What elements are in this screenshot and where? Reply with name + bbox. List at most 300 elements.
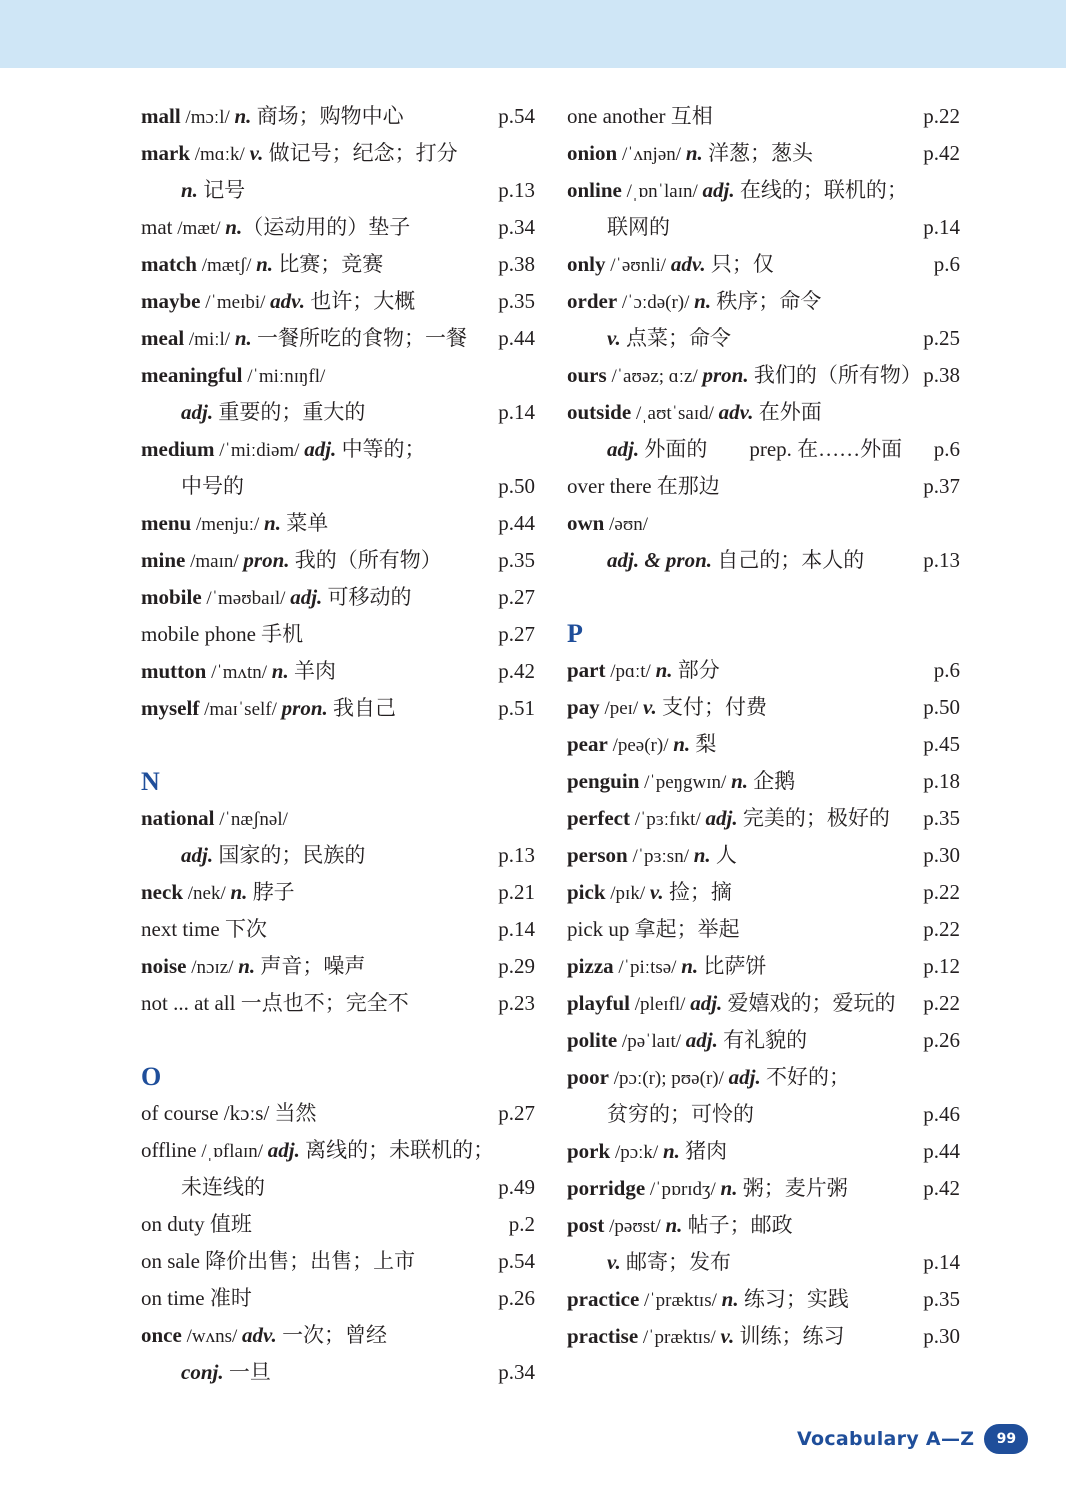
page-reference: p.14 [498, 400, 535, 424]
page-reference: p.35 [498, 289, 535, 313]
entry-text [141, 579, 412, 617]
entry-row [567, 135, 960, 172]
entry-row [141, 1243, 535, 1280]
entry-continuation [141, 394, 535, 431]
entry-row [141, 616, 535, 653]
definition: 离线的；未联机的； [299, 1138, 495, 1162]
part-of-speech: n. [721, 1287, 739, 1311]
definition: 秩序；命令 [711, 289, 822, 313]
page-reference: p.30 [923, 843, 960, 867]
definition: 一次；曾经 [276, 1323, 388, 1347]
page-reference: p.2 [508, 1212, 535, 1236]
page-reference: p.26 [498, 1286, 535, 1310]
plain-text: one another 互相 [567, 104, 713, 128]
definition: 洋葱；葱头 [702, 141, 813, 165]
phonetic: /ˈəʊnli/ [605, 255, 671, 276]
plain-text: on duty 值班 [141, 1212, 252, 1236]
phonetic: /pəʊst/ [604, 1216, 666, 1237]
definition: 在外面 [753, 400, 822, 424]
phonetic: /ˌɒnˈlaɪn/ [621, 181, 703, 202]
definition: 一旦 [223, 1360, 271, 1384]
entry-continuation [567, 431, 960, 468]
entry-row [141, 1095, 535, 1132]
page-reference: p.23 [498, 991, 535, 1015]
part-of-speech: n. [238, 954, 256, 978]
page-reference: p.38 [923, 363, 960, 387]
phonetic: /əʊn/ [604, 514, 649, 535]
entry-text [567, 1133, 727, 1171]
headword: mutton [141, 659, 207, 683]
entry-text [567, 468, 720, 505]
headword: meal [141, 326, 185, 350]
entry-row [567, 283, 960, 320]
entry-text [141, 320, 467, 358]
phonetic: /pleɪfl/ [630, 994, 691, 1015]
part-of-speech: v. [607, 1250, 621, 1274]
definition: 自己的；本人的 [712, 548, 865, 572]
entry-text [141, 542, 442, 580]
phonetic: /pɔː(r); pʊə(r)/ [609, 1068, 729, 1089]
definition: 邮寄；发布 [620, 1250, 732, 1274]
part-of-speech: adj. [181, 843, 214, 867]
entry-text [567, 948, 766, 986]
headword: myself [141, 696, 200, 720]
part-of-speech: n. [256, 252, 274, 276]
headword: post [567, 1213, 605, 1237]
entry-text [567, 763, 795, 801]
entry-text [567, 1022, 807, 1060]
entry-text [567, 172, 908, 210]
entry-continuation [141, 468, 535, 505]
entry-text [567, 394, 822, 432]
definition: 企鹅 [748, 769, 796, 793]
headword: onion [567, 141, 618, 165]
headword: porridge [567, 1176, 646, 1200]
entry-row [141, 874, 535, 911]
page-reference: p.50 [923, 695, 960, 719]
phonetic: /pɑːt/ [605, 661, 656, 682]
page-footer [797, 1421, 1028, 1457]
entry-text [141, 1243, 415, 1280]
headword: pear [567, 732, 608, 756]
phonetic: /pɔːk/ [610, 1142, 663, 1163]
entry-text [141, 985, 409, 1022]
entry-row [567, 800, 960, 837]
part-of-speech: adj. [690, 991, 723, 1015]
entry-text [567, 985, 896, 1023]
entry-text [141, 283, 415, 321]
part-of-speech: pron. [702, 363, 749, 387]
headword: pizza [567, 954, 614, 978]
page-reference: p.12 [923, 954, 960, 978]
entry-text [567, 98, 713, 135]
phonetic: /mæt/ [172, 218, 226, 239]
entry-text [141, 948, 365, 986]
entry-continuation [141, 1354, 535, 1391]
headword: noise [141, 954, 187, 978]
entry-row [567, 726, 960, 763]
entry-text [141, 837, 365, 874]
phonetic: /mɔːl/ [180, 107, 235, 128]
phonetic: /ˈpræktɪs/ [639, 1290, 722, 1311]
page-reference: p.27 [498, 1101, 535, 1125]
entry-row [567, 911, 960, 948]
part-of-speech: adj. [685, 1028, 718, 1052]
letter-heading: P [567, 619, 583, 648]
definition: 我的（所有物） [289, 548, 442, 572]
entry-row [141, 98, 535, 135]
page-reference: p.6 [933, 252, 960, 276]
entry-text [141, 505, 328, 543]
definition: （运动用的）垫子 [242, 215, 411, 239]
definition: 捡；摘 [663, 880, 732, 904]
entry-text [567, 1170, 848, 1208]
plain-text: over there 在那边 [567, 474, 720, 498]
phonetic: /mɑːk/ [190, 144, 250, 165]
footer-title: Vocabulary A—Z [797, 1428, 975, 1450]
definition: 声音；噪声 [255, 954, 366, 978]
entry-row [567, 1281, 960, 1318]
entry-text [141, 431, 426, 469]
entry-text [567, 837, 737, 875]
plain-text: not ... at all 一点也不；完全不 [141, 991, 409, 1015]
entry-row [567, 763, 960, 800]
entry-row [141, 209, 535, 246]
phonetic: /ˌɒflaɪn/ [196, 1141, 268, 1162]
headword: pick [567, 880, 606, 904]
entry-text [567, 283, 821, 321]
entry-text [141, 246, 383, 284]
entry-row [567, 1318, 960, 1355]
entry-text [141, 209, 410, 247]
phonetic: /maɪn/ [185, 551, 244, 572]
headword: national [141, 806, 215, 830]
entry-row [567, 172, 960, 209]
part-of-speech: n. [693, 843, 711, 867]
plain-text: pick up 拿起；举起 [567, 917, 740, 941]
entry-text [141, 1095, 317, 1132]
definition: 点菜；命令 [620, 326, 732, 350]
entry-text [141, 1317, 387, 1355]
part-of-speech: n. [655, 658, 673, 682]
part-of-speech: n. [234, 326, 252, 350]
page-reference: p.34 [498, 215, 535, 239]
entry-row [141, 948, 535, 985]
definition: 菜单 [280, 511, 329, 535]
entry-text [567, 874, 732, 912]
part-of-speech: n. [181, 178, 198, 202]
page-reference: p.54 [498, 1249, 535, 1273]
entry-row [567, 1022, 960, 1059]
headword: practise [567, 1324, 639, 1348]
part-of-speech: adj. [267, 1138, 300, 1162]
entry-text [567, 911, 740, 948]
headword: person [567, 843, 628, 867]
part-of-speech: adv. [242, 1323, 277, 1347]
phonetic: /ˈmʌtn/ [206, 662, 272, 683]
phonetic: /pɪk/ [605, 883, 650, 904]
definition: 中等的； [336, 437, 426, 461]
entry-row [141, 800, 535, 837]
phonetic: /ˈpɒrɪdʒ/ [645, 1179, 721, 1200]
entry-row [141, 135, 535, 172]
entry-text [567, 357, 922, 395]
definition: 记号 [197, 178, 246, 202]
part-of-speech: n. [234, 104, 252, 128]
entry-continuation [141, 837, 535, 874]
entry-row [567, 394, 960, 431]
entry-row [567, 689, 960, 726]
page-reference: p.35 [498, 548, 535, 572]
phonetic: /maɪˈself/ [199, 699, 282, 720]
page-reference: p.34 [498, 1360, 535, 1384]
definition: 一餐所吃的食物；一餐 [251, 326, 468, 350]
entry-row [141, 283, 535, 320]
entry-row [567, 985, 960, 1022]
entry-text [141, 1354, 271, 1391]
headword: own [567, 511, 605, 535]
page-reference: p.44 [923, 1139, 960, 1163]
definition: 练习；实践 [738, 1287, 849, 1311]
part-of-speech: n. [720, 1176, 738, 1200]
definition: 帖子；邮政 [682, 1213, 793, 1237]
entry-row [141, 357, 535, 394]
entry-text [567, 1059, 850, 1097]
page-reference: p.13 [498, 178, 535, 202]
definition: 猪肉 [679, 1139, 728, 1163]
headword: once [141, 1323, 182, 1347]
entry-text [567, 652, 720, 690]
phonetic: /ˈpɜːfɪkt/ [629, 809, 706, 830]
page-reference: p.14 [923, 1250, 960, 1274]
definition: 国家的；民族的 [213, 843, 366, 867]
definition: 我们的（所有物） [748, 363, 922, 387]
phonetic: /wʌns/ [181, 1326, 243, 1347]
page-reference: p.22 [923, 880, 960, 904]
section-gap [567, 579, 960, 615]
page-reference: p.37 [923, 474, 960, 498]
page-reference: p.50 [498, 474, 535, 498]
phonetic: /ˈpɜːsn/ [627, 846, 694, 867]
phonetic: /ˈpræktɪs/ [638, 1327, 721, 1348]
entry-row [141, 985, 535, 1022]
phonetic: /nek/ [183, 883, 231, 904]
part-of-speech: n. [264, 511, 281, 535]
entry-row [567, 948, 960, 985]
entry-text [141, 394, 365, 431]
vocab-column-right [567, 98, 960, 1355]
part-of-speech: n. [673, 732, 691, 756]
entry-text [141, 1169, 265, 1206]
entry-row [141, 431, 535, 468]
page-reference: p.6 [933, 658, 960, 682]
definition: 商场；购物中心 [251, 104, 404, 128]
entry-continuation [141, 1169, 535, 1206]
page-reference: p.27 [498, 622, 535, 646]
section-gap [141, 1022, 535, 1058]
definition: 爱嬉戏的；爱玩的 [722, 991, 896, 1015]
plain-text: mat [141, 215, 173, 239]
headword: playful [567, 991, 631, 1015]
phonetic: /pəˈlaɪt/ [617, 1031, 686, 1052]
definition: 做记号；纪念；打分 [263, 141, 458, 165]
page-reference: p.22 [923, 991, 960, 1015]
definition: 梨 [690, 732, 717, 756]
entry-row [567, 1133, 960, 1170]
entry-row [141, 1206, 535, 1243]
phonetic: /peɪ/ [599, 698, 643, 719]
entry-text [567, 689, 767, 727]
part-of-speech: v. [642, 695, 657, 719]
phonetic: /ˈmiːdiəm/ [214, 440, 305, 461]
headword: online [567, 178, 622, 202]
entry-row [567, 246, 960, 283]
phonetic: /ˌaʊtˈsaɪd/ [631, 403, 719, 424]
headword: medium [141, 437, 215, 461]
definition: 比萨饼 [698, 954, 767, 978]
phonetic: /peə(r)/ [607, 735, 674, 756]
page-reference: p.49 [498, 1175, 535, 1199]
entry-row [567, 1059, 960, 1096]
part-of-speech: adj. [702, 178, 735, 202]
part-of-speech: adv. [270, 289, 305, 313]
page-reference: p.29 [498, 954, 535, 978]
plain-text: on sale 降价出售；出售；上市 [141, 1249, 416, 1273]
entry-text [141, 172, 245, 209]
entry-continuation [567, 320, 960, 357]
part-of-speech: n. [681, 954, 699, 978]
headword: ours [567, 363, 607, 387]
definition: 未连线的 [181, 1175, 265, 1199]
phonetic: /ˈpeŋgwɪn/ [639, 772, 732, 793]
page-reference: p.18 [923, 769, 960, 793]
page-reference: p.22 [923, 104, 960, 128]
part-of-speech: n. [662, 1139, 680, 1163]
definition: 完美的；极好的 [737, 806, 890, 830]
definition: 人 [710, 843, 737, 867]
entry-text [567, 1281, 849, 1319]
entry-text [141, 1280, 252, 1317]
part-of-speech: n. [230, 880, 248, 904]
part-of-speech: pron. [281, 696, 328, 720]
page-reference: p.38 [498, 252, 535, 276]
entry-text [141, 1132, 494, 1170]
entry-row [141, 542, 535, 579]
headword: penguin [567, 769, 640, 793]
page-reference: p.54 [498, 104, 535, 128]
entry-row [567, 357, 960, 394]
headword: mine [141, 548, 186, 572]
entry-text [141, 98, 404, 136]
headword: mall [141, 104, 181, 128]
headword: meaningful [141, 363, 243, 387]
part-of-speech: adj. [290, 585, 323, 609]
entry-text [141, 874, 295, 912]
entry-row [141, 320, 535, 357]
phonetic: /ˈpiːtsə/ [613, 957, 682, 978]
definition: 粥；麦片粥 [737, 1176, 848, 1200]
phonetic: /mætʃ/ [197, 255, 257, 276]
headword: maybe [141, 289, 201, 313]
plain-text: offline [141, 1138, 197, 1162]
part-of-speech: n. [271, 659, 289, 683]
headword: menu [141, 511, 192, 535]
plain-text: of course /kɔːs/ 当然 [141, 1101, 317, 1125]
definition: 训练；练习 [734, 1324, 845, 1348]
definition: 我自己 [327, 696, 396, 720]
vocab-column-left [141, 98, 535, 1391]
part-of-speech: v. [720, 1324, 735, 1348]
entry-text [567, 209, 670, 246]
entry-row [141, 1280, 535, 1317]
page-reference: p.27 [498, 585, 535, 609]
definition: 也许；大概 [304, 289, 416, 313]
entry-continuation [567, 1244, 960, 1281]
entry-row [567, 837, 960, 874]
entry-row [567, 1170, 960, 1207]
entry-row [141, 1132, 535, 1169]
entry-text [141, 800, 288, 838]
page-reference: p.51 [498, 696, 535, 720]
phonetic: /miːl/ [184, 329, 235, 350]
entry-text [567, 505, 648, 543]
page-reference: p.25 [923, 326, 960, 350]
header-band [0, 0, 1066, 68]
page-reference: p.13 [498, 843, 535, 867]
entry-text [567, 135, 813, 173]
entry-row [141, 911, 535, 948]
phonetic: /ˈʌnjən/ [617, 144, 686, 165]
headword: part [567, 658, 606, 682]
entry-row [141, 505, 535, 542]
headword: perfect [567, 806, 630, 830]
part-of-speech: conj. [181, 1360, 224, 1384]
definition: 贫穷的；可怜的 [607, 1102, 754, 1126]
page-reference: p.30 [923, 1324, 960, 1348]
entry-text [141, 357, 325, 395]
entry-continuation [567, 542, 960, 579]
entry-text [567, 320, 731, 357]
definition: 联网的 [607, 215, 670, 239]
entry-row [141, 690, 535, 727]
part-of-speech: n. [731, 769, 749, 793]
phonetic: /ˈaʊəz; ɑːz/ [606, 366, 703, 387]
page-reference: p.21 [498, 880, 535, 904]
definition: 重要的；重大的 [213, 400, 366, 424]
page-reference: p.44 [498, 326, 535, 350]
page-reference: p.22 [923, 917, 960, 941]
entry-row [141, 653, 535, 690]
part-of-speech: n. [685, 141, 703, 165]
headword: pork [567, 1139, 611, 1163]
definition: 部分 [672, 658, 720, 682]
headword: mobile [141, 585, 202, 609]
definition: 外面的 prep. 在……外面 [639, 437, 903, 461]
definition: 比赛；竞赛 [273, 252, 384, 276]
part-of-speech: v. [249, 141, 264, 165]
entry-text [141, 468, 244, 505]
part-of-speech: adj. [728, 1065, 761, 1089]
page-reference: p.13 [923, 548, 960, 572]
part-of-speech: adj. [304, 437, 337, 461]
definition: 不好的； [760, 1065, 850, 1089]
entry-text [567, 431, 902, 468]
entry-row [567, 874, 960, 911]
entry-text [141, 1206, 252, 1243]
phonetic: /ˈnæʃnəl/ [214, 809, 288, 830]
headword: mark [141, 141, 190, 165]
entry-row [567, 98, 960, 135]
